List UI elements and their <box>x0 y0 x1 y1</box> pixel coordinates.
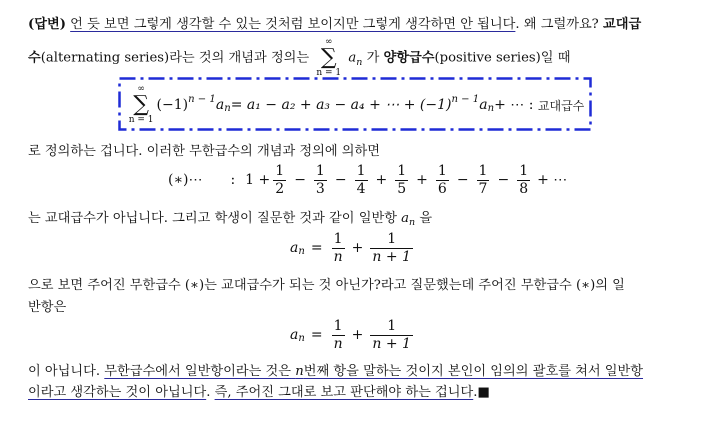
series-fraction-den: 2 <box>275 180 285 197</box>
series-fraction <box>477 163 490 196</box>
series-fraction <box>517 163 530 196</box>
conclusion-underline-3: 즉, 주어진 그대로 보고 판단해야 하는 겁니다 <box>214 385 474 400</box>
positive-series-term: 양항급수 <box>383 50 435 66</box>
answer-line-2 <box>28 38 570 78</box>
general-term-end: 을 <box>419 211 433 226</box>
series-sign: + <box>416 172 428 188</box>
series-fraction-den: 8 <box>519 180 529 197</box>
term-a-box-2: a <box>479 97 488 113</box>
inline-sum <box>316 38 341 78</box>
fraction-1-over-n-plus-1 <box>370 231 413 264</box>
equals: = <box>310 327 323 343</box>
sum-lower-limit: n = 1 <box>316 68 342 78</box>
definition-follow-text: 로 정의하는 겁니다. 이러한 무한급수의 개념과 정의에 의하면 <box>28 144 381 159</box>
expansion-tail: + ⋯ : <box>494 97 534 113</box>
series-fraction-num: 1 <box>437 163 447 180</box>
underlined-statement: 언 듯 보면 그렇게 생각할 수 있는 것처럼 보이지만 그렇게 생각하면 안 됩니다 <box>70 17 516 32</box>
series-fractions <box>270 163 533 196</box>
bold-term-end: 수 <box>28 50 41 66</box>
frac-den: n <box>333 335 343 352</box>
exponent-2: n − 1 <box>451 93 480 105</box>
general-term-formula-2 <box>0 315 706 355</box>
neg-one: (−1) <box>156 97 189 113</box>
general-term-lead: 반항은 <box>28 300 67 315</box>
conclusion-n: n <box>295 364 304 379</box>
conclusion-underline-2: 이라고 생각하는 것이 아닙니다 <box>28 385 207 400</box>
answer-line-1 <box>28 13 641 32</box>
lhs-n: n <box>298 333 305 345</box>
term-a: a <box>348 50 357 66</box>
exponent: n − 1 <box>188 93 216 105</box>
lhs-a: a <box>290 327 299 343</box>
series-tail: + ⋯ <box>537 172 568 188</box>
box-sum-upper: ∞ <box>137 84 145 94</box>
term-subscript: n <box>356 56 363 68</box>
series-sign: − <box>334 172 347 188</box>
term-a-box: a <box>215 97 225 113</box>
series-fraction <box>314 163 327 196</box>
series-fraction <box>273 163 286 196</box>
general-term-a: a <box>401 211 410 226</box>
series-start: 1 + <box>245 172 271 188</box>
period: . <box>515 17 520 32</box>
series-fraction-num: 1 <box>275 163 285 180</box>
series-fraction <box>395 163 408 196</box>
series-sign: − <box>294 172 306 188</box>
lhs-n: n <box>298 246 305 258</box>
fraction-1-over-n <box>332 318 345 351</box>
series-fraction-den: 3 <box>315 180 325 197</box>
question-text: 왜 그럴까요? <box>523 17 599 32</box>
answer-label: (답변) <box>28 17 66 32</box>
box-sigma-symbol: ∑ <box>133 92 149 117</box>
bold-term-start: 교대급 <box>602 17 642 32</box>
fraction-1-over-n-plus-1 <box>370 318 413 351</box>
equals: = <box>310 240 323 256</box>
frac-den: n + 1 <box>372 248 411 265</box>
positive-series-text: (positive series)일 때 <box>434 50 571 66</box>
frac-num: 1 <box>387 231 397 248</box>
series-fraction-num: 1 <box>397 163 407 180</box>
box-sum-lower: n = 1 <box>128 115 154 125</box>
conclusion-end: . <box>473 385 478 400</box>
question-restatement: 으로 보면 주어진 무한급수 (∗)는 교대급수가 되는 것 아닌가?라고 질문했는데 주어진 무한급수 (∗)의 일 <box>28 278 625 293</box>
series-star <box>168 160 567 200</box>
series-fraction-den: 5 <box>397 180 407 197</box>
end-mark: ■ <box>477 385 490 400</box>
conclusion-start: 이 아닙니다. <box>28 364 101 379</box>
conclusion-mid: . <box>206 385 211 400</box>
plus: + <box>351 327 364 343</box>
conclusion-line-1 <box>28 360 643 379</box>
series-fraction-num: 1 <box>519 163 529 180</box>
term-sub-box: n <box>224 103 231 115</box>
frac-den: n + 1 <box>372 335 411 352</box>
series-colon: : <box>230 172 236 188</box>
series-sign: − <box>497 172 510 188</box>
particle-text: 가 <box>366 50 380 66</box>
series-fraction-den: 4 <box>356 180 366 197</box>
series-sign: + <box>375 172 388 188</box>
series-fraction-num: 1 <box>315 163 325 180</box>
series-fraction-den: 6 <box>437 180 447 197</box>
conclusion-underline-1 <box>104 364 643 379</box>
lhs-a: a <box>290 240 299 256</box>
general-term-formula-1 <box>0 228 706 268</box>
conclusion-u1: 무한급수에서 일반항이라는 것은 <box>104 364 292 379</box>
series-fraction <box>436 163 449 196</box>
fraction-1-over-n <box>332 231 345 264</box>
term-sub-box-2: n <box>487 103 495 115</box>
general-term-text: 는 교대급수가 아닙니다. 그리고 학생이 질문한 것과 같이 일반항 <box>28 211 397 226</box>
sigma-symbol: ∑ <box>320 45 337 70</box>
series-fraction <box>355 163 368 196</box>
alternating-series-definition <box>118 80 592 130</box>
series-fraction-den: 7 <box>478 180 488 197</box>
series-fraction-num: 1 <box>478 163 488 180</box>
sum-upper-limit: ∞ <box>325 37 333 47</box>
expansion: = a₁ − a₂ + a₃ − a₄ + ⋯ + (−1) <box>230 97 452 113</box>
frac-num: 1 <box>387 318 397 335</box>
box-sum <box>129 85 154 125</box>
frac-den: n <box>333 248 343 265</box>
series-label: (∗)⋯ <box>168 172 203 188</box>
frac-num: 1 <box>333 318 343 335</box>
plus: + <box>351 240 364 256</box>
general-term-sub: n <box>409 217 416 229</box>
definition-text: (alternating series)라는 것의 개념과 정의는 <box>40 50 310 66</box>
conclusion-line-2 <box>28 381 490 400</box>
frac-num: 1 <box>333 231 343 248</box>
series-sign: − <box>456 172 469 188</box>
general-term-question <box>28 207 433 229</box>
alternating-series-label: 교대급수 <box>537 98 585 113</box>
conclusion-u1b: 번째 항을 말하는 것이지 본인이 임의의 괄호를 쳐서 일반항 <box>303 364 644 379</box>
series-fraction-num: 1 <box>356 163 366 180</box>
